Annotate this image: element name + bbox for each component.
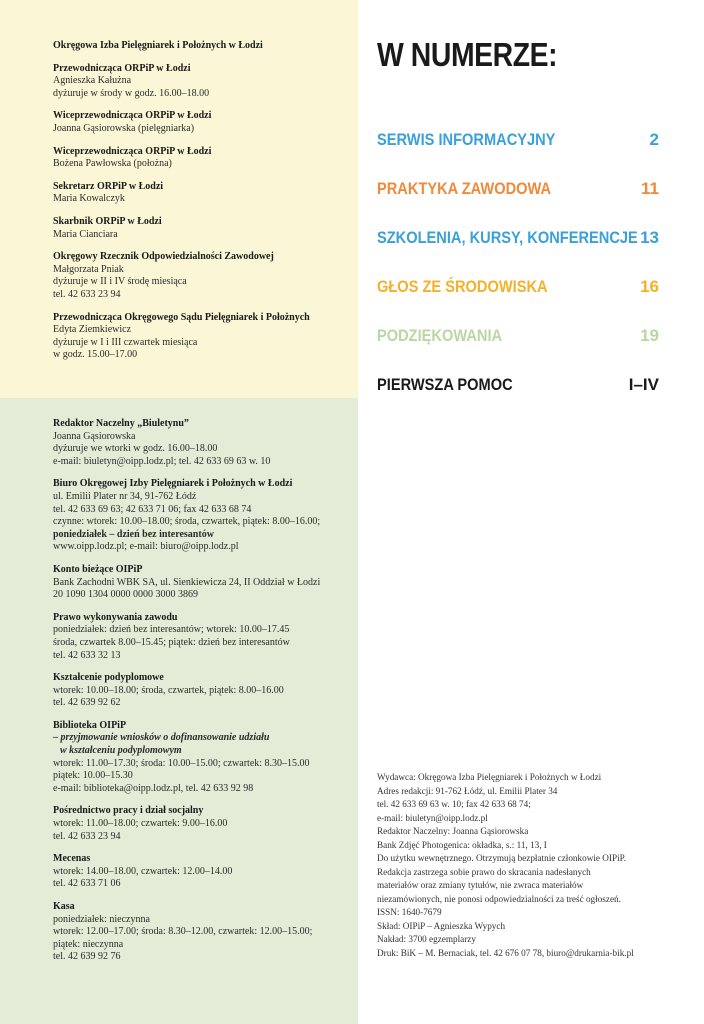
contact-block-line: w kształceniu podyplomowym — [60, 745, 182, 757]
colophon-line: Redaktor Naczelny: Joanna Gąsiorowska — [377, 826, 529, 836]
contact-block-line: e-mail: biuletyn@oipp.lodz.pl; tel. 42 633 69 63 w. 10 — [53, 455, 271, 467]
official-block — [53, 216, 353, 241]
colophon-line: Skład: OIPiP – Agnieszka Wypych — [377, 920, 506, 931]
contact-block-line: Joanna Gąsiorowska — [53, 430, 136, 442]
official-block — [53, 110, 353, 135]
toc-item-label: SZKOLENIA, KURSY, KONFERENCJE — [377, 228, 638, 247]
contact-block — [53, 418, 353, 468]
contact-block-line: tel. 42 633 32 13 — [53, 649, 121, 661]
official-block-title: Wiceprzewodnicząca ORPiP w Łodzi — [53, 110, 212, 122]
colophon-line: Druk: BiK – M. Bernaciak, tel. 42 676 07 78, biuro@drukarnia-bik.pl — [377, 947, 634, 958]
colophon-line: Wydawca: Okręgowa Izba Pielęgniarek i Położnych w Łodzi — [377, 772, 602, 782]
official-block — [53, 312, 353, 362]
contact-block-line: – przyjmowanie wniosków o dofinansowanie udziału — [53, 732, 270, 744]
contact-block-line: poniedziałek – dzień bez interesantów — [53, 528, 214, 540]
toc-item-page: 11 — [641, 179, 659, 198]
contact-block-line: tel. 42 633 69 63; 42 633 71 06; fax 42 633 68 74 — [53, 503, 252, 515]
colophon-line: Nakład: 3700 egzemplarzy — [377, 934, 476, 944]
contact-block — [53, 564, 353, 602]
colophon-line: tel. 42 633 69 63 w. 10; fax 42 633 68 74; — [377, 799, 531, 809]
official-block-title: Przewodnicząca ORPiP w Łodzi — [53, 62, 191, 74]
official-block-line: Edyta Ziemkiewicz — [53, 324, 132, 336]
toc-item — [377, 277, 659, 326]
contact-block-line: piątek: nieczynna — [53, 938, 124, 950]
official-block — [53, 181, 353, 206]
colophon-line: ISSN: 1640-7679 — [377, 907, 442, 917]
official-block — [53, 63, 353, 101]
contact-block-line: poniedziałek: dzień bez interesantów; wtorek: 10.00–17.45 — [53, 624, 290, 636]
toc-item-label: PRAKTYKA ZAWODOWA — [377, 179, 552, 198]
contact-block — [53, 478, 353, 554]
colophon-line: Redakcja zastrzega sobie prawo do skracania nadesłanych — [377, 866, 591, 877]
toc-item-label: SERWIS INFORMACYJNY — [377, 130, 556, 149]
colophon — [377, 771, 677, 960]
official-block — [53, 251, 353, 301]
contact-block-title: Redaktor Naczelny „Biuletynu” — [53, 418, 189, 429]
contact-block-line: tel. 42 633 71 06 — [53, 878, 121, 890]
toc-item — [377, 179, 659, 228]
official-block-line: w godz. 15.00–17.00 — [53, 349, 138, 361]
contact-block-line: tel. 42 639 92 62 — [53, 697, 121, 709]
contact-block-line: 20 1090 1304 0000 0000 3000 3869 — [53, 589, 198, 601]
colophon-line: materiałów oraz zmiany tytułów, nie zwraca materiałów — [377, 880, 584, 890]
contact-block-line: wtorek: 10.00–18.00; środa, czwartek, piątek: 8.00–16.00 — [53, 684, 284, 696]
contact-block — [53, 612, 353, 662]
contact-block — [53, 720, 353, 796]
colophon-line: Bank Zdjęć Photogenica: okładka, s.: 11, 13, I — [377, 839, 547, 850]
official-block-title: Przewodnicząca Okręgowego Sądu Pielęgniarek i Położnych — [53, 311, 310, 323]
contact-block-title: Prawo wykonywania zawodu — [53, 611, 178, 623]
contact-block-line: ul. Emilii Plater nr 34, 91-762 Łódź — [53, 490, 197, 502]
colophon-line: Adres redakcji: 91-762 Łódź, ul. Emilii Plater 34 — [377, 785, 558, 796]
official-block-title: Okręgowa Izba Pielęgniarek i Położnych w Łodzi — [53, 40, 263, 51]
contact-block-title: Biuro Okręgowej Izby Pielęgniarek i Położnych w Łodzi — [53, 478, 293, 490]
contact-block-line: wtorek: 11.00–18.00; czwartek: 9.00–16.00 — [53, 818, 228, 830]
contact-block-line: piątek: 10.00–15.30 — [53, 770, 133, 782]
contact-block — [53, 901, 353, 964]
official-block-line: tel. 42 633 23 94 — [53, 288, 121, 300]
contact-block-line: Bank Zachodni WBK SA, ul. Sienkiewicza 24, II Oddział w Łodzi — [53, 576, 321, 588]
officials-list — [53, 40, 353, 372]
contact-block-line: poniedziałek: nieczynna — [53, 913, 150, 925]
contact-block-title: Kasa — [53, 901, 75, 912]
contact-block-line: środa, czwartek 8.00–15.45; piątek: dzień bez interesantów — [53, 636, 290, 648]
contact-block — [53, 672, 353, 710]
contact-block — [53, 805, 353, 843]
contact-block-line: tel. 42 639 92 76 — [53, 951, 121, 963]
toc-item-page: I–IV — [628, 375, 659, 394]
official-block-line: Małgorzata Pniak — [53, 263, 124, 275]
toc-item-page: 2 — [649, 130, 659, 149]
toc-item-label: PODZIĘKOWANIA — [377, 326, 503, 345]
official-block — [53, 40, 353, 53]
toc-item — [377, 375, 659, 424]
official-block-line: Joanna Gąsiorowska (pielęgniarka) — [53, 122, 195, 134]
toc-title: W NUMERZE: — [377, 36, 558, 73]
contact-block-title: Mecenas — [53, 853, 91, 865]
official-block — [53, 146, 353, 171]
toc-item-page: 16 — [640, 277, 659, 296]
official-block-title: Okręgowy Rzecznik Odpowiedzialności Zawodowej — [53, 251, 274, 263]
contact-block-line: e-mail: biblioteka@oipp.lodz.pl, tel. 42 633 92 98 — [53, 782, 254, 794]
official-block-title: Sekretarz ORPiP w Łodzi — [53, 180, 164, 192]
contacts-list — [53, 418, 353, 974]
contact-block-line: wtorek: 12.00–17.00; środa: 8.30–12.00, czwartek: 12.00–15.00; — [53, 926, 313, 938]
contact-block-line: wtorek: 11.00–17.30; środa: 10.00–15.00; czwartek: 8.30–15.00 — [53, 757, 310, 769]
toc-item-label: PIERWSZA POMOC — [377, 375, 513, 394]
toc-item-page: 13 — [640, 228, 659, 247]
contact-block-title: Pośrednictwo pracy i dział socjalny — [53, 805, 204, 817]
contact-block-line: czynne: wtorek: 10.00–18.00; środa, czwartek, piątek: 8.00–16.00; — [53, 516, 321, 528]
contact-block-title: Kształcenie podyplomowe — [53, 672, 164, 684]
toc-item — [377, 228, 659, 277]
toc-item-page: 19 — [640, 326, 659, 345]
contact-block-line: dyżuruje we wtorki w godz. 16.00–18.00 — [53, 443, 218, 455]
toc-item — [377, 326, 659, 375]
contact-block-line: wtorek: 14.00–18.00, czwartek: 12.00–14.00 — [53, 865, 233, 877]
colophon-line: e-mail: biuletyn@oipp.lodz.pl — [377, 812, 488, 823]
table-of-contents — [377, 130, 659, 424]
official-block-line: dyżuruje w II i IV środę miesiąca — [53, 276, 187, 288]
official-block-line: Maria Kowalczyk — [53, 193, 125, 205]
contact-block-title: Konto bieżące OIPiP — [53, 563, 143, 575]
contact-block-line: www.oipp.lodz.pl; e-mail: biuro@oipp.lodz.pl — [53, 541, 239, 553]
official-block-line: dyżuruje w środy w godz. 16.00–18.00 — [53, 87, 210, 99]
contact-block — [53, 853, 353, 891]
contact-block-title: Biblioteka OIPiP — [53, 719, 127, 731]
official-block-title: Skarbnik ORPiP w Łodzi — [53, 215, 162, 227]
official-block-title: Wiceprzewodnicząca ORPiP w Łodzi — [53, 145, 212, 157]
colophon-line: Do użytku wewnętrznego. Otrzymują bezpłatnie członkowie OIPiP. — [377, 853, 627, 863]
toc-item-label: GŁOS ZE ŚRODOWISKA — [377, 277, 548, 296]
official-block-line: Maria Cianciara — [53, 228, 118, 240]
toc-item — [377, 130, 659, 179]
contact-block-line: tel. 42 633 23 94 — [53, 830, 121, 842]
official-block-line: Bożena Pawłowska (położna) — [53, 158, 172, 170]
official-block-line: Agnieszka Kałużna — [53, 75, 132, 87]
colophon-line: niezamówionych, nie ponosi odpowiedzialności za treść ogłoszeń. — [377, 893, 621, 904]
official-block-line: dyżuruje w I i III czwartek miesiąca — [53, 336, 198, 348]
